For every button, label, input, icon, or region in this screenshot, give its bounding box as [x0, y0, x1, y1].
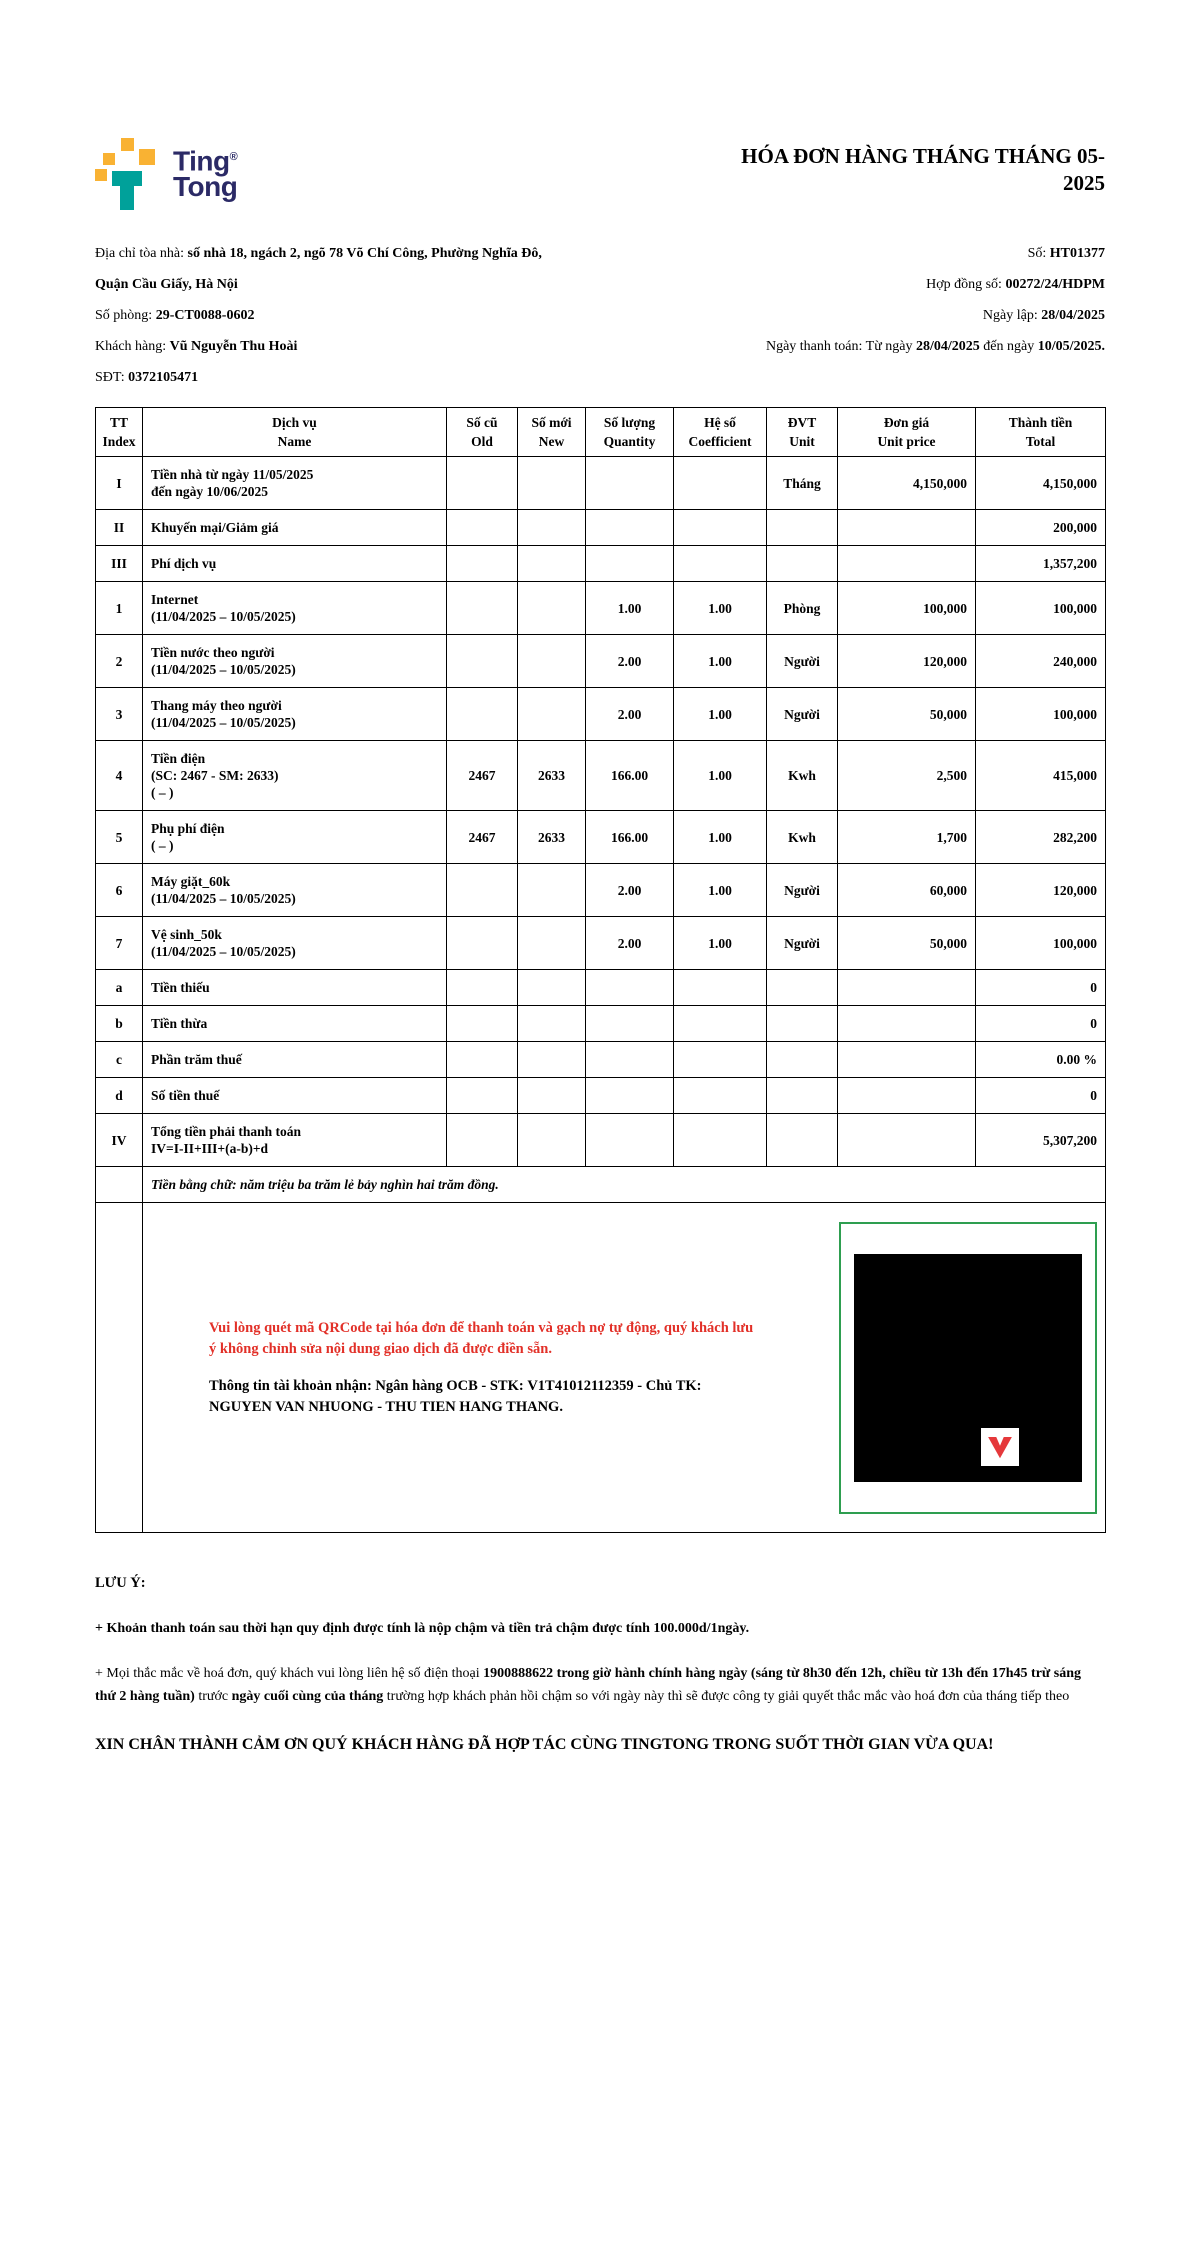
- cell-new: 2633: [518, 811, 586, 864]
- table-body: [96, 457, 1106, 1167]
- cell-name: Phí dịch vụ: [143, 546, 447, 582]
- cell-price: 120,000: [838, 635, 976, 688]
- table-row: [96, 741, 1106, 811]
- cell-old: [447, 510, 518, 546]
- tingtong-wordmark: Ting® Tong: [173, 145, 238, 203]
- cell-qty: 2.00: [586, 917, 674, 970]
- cell-qty: [586, 1042, 674, 1078]
- cell-qty: 2.00: [586, 688, 674, 741]
- cell-name: Tiền thừa: [143, 1006, 447, 1042]
- cell-name: Thang máy theo người (11/04/2025 – 10/05/2025): [143, 688, 447, 741]
- cell-name: Internet (11/04/2025 – 10/05/2025): [143, 582, 447, 635]
- cell-coef: [674, 1078, 767, 1114]
- tingtong-logo: [95, 138, 237, 212]
- info-line: Hợp đồng số: 00272/24/HDPM: [926, 277, 1105, 292]
- registered-mark: ®: [229, 151, 238, 163]
- cell-qty: 2.00: [586, 635, 674, 688]
- cell-coef: [674, 510, 767, 546]
- cell-qty: [586, 970, 674, 1006]
- qr-row: [96, 1203, 1106, 1533]
- cell-qty: 166.00: [586, 741, 674, 811]
- cell-index: 4: [96, 741, 143, 811]
- cell-coef: [674, 1042, 767, 1078]
- cell-index: 2: [96, 635, 143, 688]
- cell-qty: [586, 1114, 674, 1167]
- cell-new: [518, 457, 586, 510]
- cell-coef: 1.00: [674, 864, 767, 917]
- cell-new: [518, 510, 586, 546]
- cell-unit: Kwh: [767, 741, 838, 811]
- cell-price: [838, 1114, 976, 1167]
- cell-index: IV: [96, 1114, 143, 1167]
- cell-coef: [674, 1114, 767, 1167]
- cell-total: 100,000: [976, 688, 1106, 741]
- cell-coef: 1.00: [674, 688, 767, 741]
- building-info: [95, 238, 557, 393]
- column-header: Hệ số Coefficient: [674, 408, 767, 457]
- cell-new: [518, 917, 586, 970]
- cell-total: 240,000: [976, 635, 1106, 688]
- cell-total: 100,000: [976, 582, 1106, 635]
- info-line: Ngày lập: 28/04/2025: [982, 308, 1105, 323]
- cell-name: Phụ phí điện ( – ): [143, 811, 447, 864]
- empty-cell: [96, 1167, 143, 1203]
- column-header: Số mới New: [518, 408, 586, 457]
- cell-total: 0: [976, 1078, 1106, 1114]
- cell-old: 2467: [447, 811, 518, 864]
- cell-coef: 1.00: [674, 917, 767, 970]
- cell-name: Tiền nước theo người (11/04/2025 – 10/05/2025): [143, 635, 447, 688]
- invoice-meta: [557, 238, 1105, 393]
- cell-price: 100,000: [838, 582, 976, 635]
- cell-index: III: [96, 546, 143, 582]
- cell-name: Tiền thiếu: [143, 970, 447, 1006]
- info-section: [95, 238, 1105, 393]
- header: [95, 138, 1105, 212]
- cell-qty: [586, 1006, 674, 1042]
- cell-coef: 1.00: [674, 582, 767, 635]
- cell-index: 1: [96, 582, 143, 635]
- cell-old: 2467: [447, 741, 518, 811]
- cell-index: I: [96, 457, 143, 510]
- cell-old: [447, 864, 518, 917]
- column-header: Số lượng Quantity: [586, 408, 674, 457]
- cell-price: [838, 1042, 976, 1078]
- qr-payment-notice: Vui lòng quét mã QRCode tại hóa đơn để thanh toán và gạch nợ tự động, quý khách lưu ý không chỉnh sửa nội dung giao dịch đã được điền sẵn.: [209, 1319, 754, 1357]
- column-header: Số cũ Old: [447, 408, 518, 457]
- cell-old: [447, 582, 518, 635]
- cell-qty: [586, 457, 674, 510]
- cell-qty: [586, 1078, 674, 1114]
- amount-in-words-row: [96, 1167, 1106, 1203]
- cell-total: 200,000: [976, 510, 1106, 546]
- cell-old: [447, 635, 518, 688]
- info-line: Ngày thanh toán: Từ ngày 28/04/2025 đến ngày 10/05/2025.: [765, 339, 1105, 354]
- cell-index: 7: [96, 917, 143, 970]
- cell-new: [518, 688, 586, 741]
- cell-old: [447, 1006, 518, 1042]
- qr-code: [839, 1222, 1097, 1514]
- cell-total: 100,000: [976, 917, 1106, 970]
- cell-new: [518, 1078, 586, 1114]
- table-row: [96, 811, 1106, 864]
- payment-instructions: [209, 1318, 754, 1418]
- cell-new: 2633: [518, 741, 586, 811]
- cell-name: Tiền điện (SC: 2467 - SM: 2633) ( – ): [143, 741, 447, 811]
- cell-name: Phần trăm thuế: [143, 1042, 447, 1078]
- cell-name: Vệ sinh_50k (11/04/2025 – 10/05/2025): [143, 917, 447, 970]
- cell-price: [838, 970, 976, 1006]
- cell-price: [838, 546, 976, 582]
- cell-unit: [767, 1006, 838, 1042]
- cell-total: 1,357,200: [976, 546, 1106, 582]
- cell-unit: [767, 546, 838, 582]
- cell-index: b: [96, 1006, 143, 1042]
- logo-pixel: [95, 169, 107, 181]
- cell-price: 4,150,000: [838, 457, 976, 510]
- cell-unit: Người: [767, 635, 838, 688]
- cell-coef: [674, 457, 767, 510]
- notes-heading: LƯU Ý:: [95, 1575, 146, 1591]
- amount-in-words: Tiền bằng chữ: năm triệu ba trăm lẻ bảy nghìn hai trăm đồng.: [143, 1167, 1106, 1203]
- cell-coef: 1.00: [674, 811, 767, 864]
- cell-old: [447, 917, 518, 970]
- column-header: ĐVT Unit: [767, 408, 838, 457]
- table-row: [96, 1006, 1106, 1042]
- cell-new: [518, 970, 586, 1006]
- cell-coef: 1.00: [674, 635, 767, 688]
- empty-cell: [96, 1203, 143, 1533]
- cell-old: [447, 457, 518, 510]
- cell-index: d: [96, 1078, 143, 1114]
- cell-total: 0: [976, 970, 1106, 1006]
- cell-coef: [674, 546, 767, 582]
- cell-total: 282,200: [976, 811, 1106, 864]
- table-row: [96, 1114, 1106, 1167]
- cell-qty: 1.00: [586, 582, 674, 635]
- account-info: Thông tin tài khoản nhận: Ngân hàng OCB - STK: V1T41012112359 - Chủ TK: NGUYEN VAN NHUONG - THU TIEN HANG THANG.: [209, 1377, 702, 1415]
- table-header-row: [96, 408, 1106, 457]
- cell-name: Khuyến mại/Giảm giá: [143, 510, 447, 546]
- table-row: [96, 1042, 1106, 1078]
- cell-old: [447, 970, 518, 1006]
- cell-new: [518, 864, 586, 917]
- cell-old: [447, 546, 518, 582]
- cell-total: 5,307,200: [976, 1114, 1106, 1167]
- cell-name: Máy giặt_60k (11/04/2025 – 10/05/2025): [143, 864, 447, 917]
- cell-qty: 2.00: [586, 864, 674, 917]
- cell-unit: Người: [767, 917, 838, 970]
- cell-unit: [767, 1042, 838, 1078]
- logo-pixel: [103, 153, 115, 165]
- cell-index: c: [96, 1042, 143, 1078]
- cell-index: 6: [96, 864, 143, 917]
- cell-index: 5: [96, 811, 143, 864]
- cell-old: [447, 688, 518, 741]
- cell-price: 2,500: [838, 741, 976, 811]
- cell-qty: [586, 510, 674, 546]
- table-row: [96, 688, 1106, 741]
- cell-unit: [767, 1078, 838, 1114]
- cell-new: [518, 1006, 586, 1042]
- cell-unit: Kwh: [767, 811, 838, 864]
- cell-total: 0: [976, 1006, 1106, 1042]
- cell-price: 1,700: [838, 811, 976, 864]
- invoice-title: HÓA ĐƠN HÀNG THÁNG THÁNG 05- 2025: [741, 144, 1105, 195]
- cell-name: Số tiền thuế: [143, 1078, 447, 1114]
- cell-old: [447, 1078, 518, 1114]
- cell-new: [518, 582, 586, 635]
- table-row: [96, 970, 1106, 1006]
- cell-unit: [767, 1114, 838, 1167]
- cell-index: a: [96, 970, 143, 1006]
- invoice-table: [95, 407, 1106, 1533]
- cell-total: 120,000: [976, 864, 1106, 917]
- table-row: [96, 917, 1106, 970]
- cell-name: Tiền nhà từ ngày 11/05/2025 đến ngày 10/06/2025: [143, 457, 447, 510]
- cell-new: [518, 546, 586, 582]
- note-hotline: + Mọi thắc mắc về hoá đơn, quý khách vui lòng liên hệ số điện thoại 1900888622 trong giờ hành chính hàng ngày (sáng từ 8h30 đến 12h, chiều từ 13h đến 17h45 trừ sáng thứ 2 hàng tuần) trước ngày cuối cùng của tháng trường hợp khách phản hồi chậm so với ngày này thì sẽ được công ty giải quyết thắc mắc vào hoá đơn của tháng tiếp theo: [95, 1666, 1082, 1704]
- cell-index: 3: [96, 688, 143, 741]
- table-footer: [96, 1167, 1106, 1533]
- cell-name: Tổng tiền phải thanh toán IV=I-II+III+(a-b)+d: [143, 1114, 447, 1167]
- cell-price: 50,000: [838, 917, 976, 970]
- cell-old: [447, 1042, 518, 1078]
- cell-coef: [674, 1006, 767, 1042]
- cell-unit: [767, 510, 838, 546]
- cell-new: [518, 1114, 586, 1167]
- logo-pixel: [120, 186, 134, 210]
- cell-new: [518, 635, 586, 688]
- table-row: [96, 1078, 1106, 1114]
- info-line: Địa chỉ tòa nhà: số nhà 18, ngách 2, ngõ 78 Võ Chí Công, Phường Nghĩa Đô, Quận Cầu Giấy, Hà Nội: [95, 246, 542, 292]
- cell-qty: 166.00: [586, 811, 674, 864]
- column-header: Đơn giá Unit price: [838, 408, 976, 457]
- info-line: Số: HT01377: [1027, 246, 1105, 261]
- cell-coef: [674, 970, 767, 1006]
- logo-pixel: [121, 138, 134, 151]
- cell-price: 50,000: [838, 688, 976, 741]
- cell-new: [518, 1042, 586, 1078]
- column-header: Dịch vụ Name: [143, 408, 447, 457]
- cell-total: 0.00 %: [976, 1042, 1106, 1078]
- cell-unit: Người: [767, 688, 838, 741]
- cell-price: 60,000: [838, 864, 976, 917]
- footer-notes: [95, 1575, 1105, 1757]
- cell-qty: [586, 546, 674, 582]
- cell-unit: Người: [767, 864, 838, 917]
- table-row: [96, 635, 1106, 688]
- cell-total: 4,150,000: [976, 457, 1106, 510]
- cell-price: [838, 1078, 976, 1114]
- table-row: [96, 457, 1106, 510]
- info-line: Số phòng: 29-CT0088-0602: [95, 308, 255, 323]
- logo-pixel: [112, 171, 142, 186]
- cell-price: [838, 1006, 976, 1042]
- info-line: SĐT: 0372105471: [95, 370, 199, 385]
- cell-coef: 1.00: [674, 741, 767, 811]
- cell-unit: [767, 970, 838, 1006]
- tingtong-logo-icon: [95, 138, 159, 212]
- cell-unit: Tháng: [767, 457, 838, 510]
- cell-unit: Phòng: [767, 582, 838, 635]
- thanks-message: XIN CHÂN THÀNH CẢM ƠN QUÝ KHÁCH HÀNG ĐÃ HỢP TÁC CÙNG TINGTONG TRONG SUỐT THỜI GIAN VỪA QUA!: [95, 1736, 994, 1753]
- table-row: [96, 582, 1106, 635]
- logo-pixel: [139, 149, 155, 165]
- table-row: [96, 510, 1106, 546]
- info-line: Khách hàng: Vũ Nguyễn Thu Hoài: [95, 339, 298, 354]
- cell-old: [447, 1114, 518, 1167]
- column-header: Thành tiền Total: [976, 408, 1106, 457]
- table-row: [96, 864, 1106, 917]
- cell-total: 415,000: [976, 741, 1106, 811]
- cell-index: II: [96, 510, 143, 546]
- table-row: [96, 546, 1106, 582]
- cell-price: [838, 510, 976, 546]
- qr-v-logo: [981, 1428, 1019, 1466]
- note-late-payment: + Khoản thanh toán sau thời hạn quy định được tính là nộp chậm và tiền trả chậm được tính 100.000d/1ngày.: [95, 1621, 750, 1636]
- qr-section-cell: [143, 1203, 1106, 1533]
- column-header: TT Index: [96, 408, 143, 457]
